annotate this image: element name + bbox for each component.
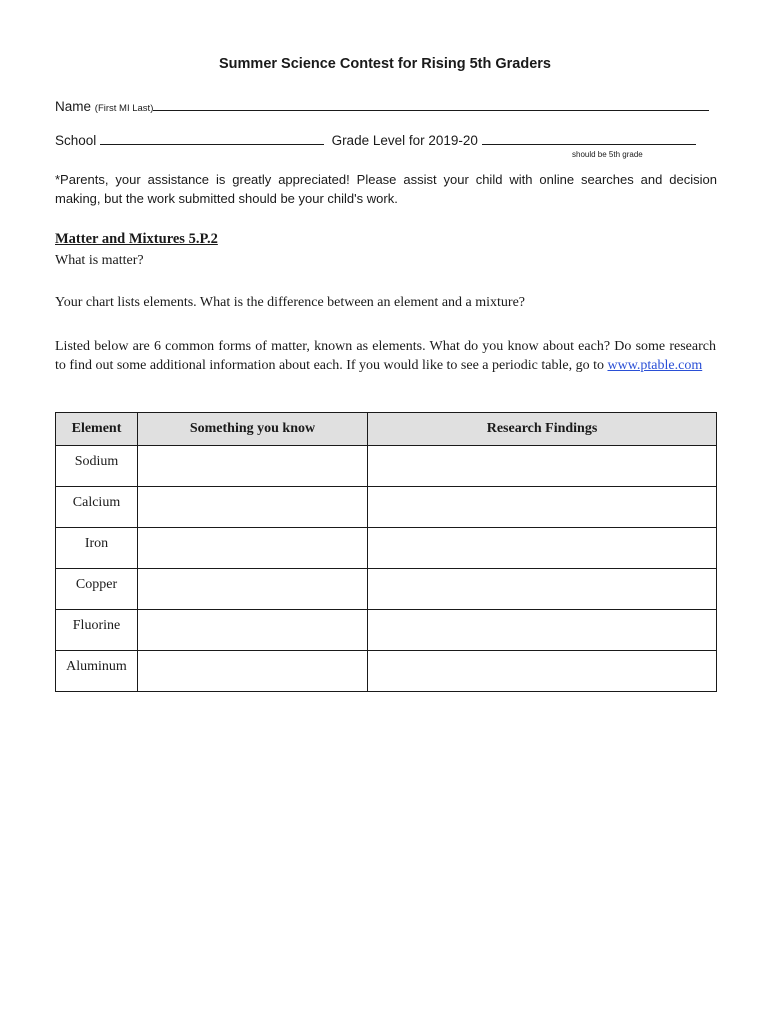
- table-row: [56, 651, 717, 692]
- something-you-know-cell[interactable]: [138, 569, 368, 610]
- intro-text: Listed below are 6 common forms of matter, known as elements. What do you know about each? Do some research to find out some additional information about each. If you would like to see a periodic table, go to: [55, 339, 716, 373]
- table-header-row: [56, 413, 717, 446]
- question-element-vs-mixture: Your chart lists elements. What is the difference between an element and a mixture?: [55, 295, 526, 310]
- element-cell: Copper: [56, 569, 138, 610]
- school-input-line[interactable]: [100, 132, 324, 145]
- research-findings-cell[interactable]: [368, 528, 717, 569]
- something-you-know-cell[interactable]: [138, 610, 368, 651]
- element-cell: Fluorine: [56, 610, 138, 651]
- column-header-element: Element: [56, 413, 138, 446]
- element-cell: Sodium: [56, 446, 138, 487]
- element-cell: Iron: [56, 528, 138, 569]
- name-field-row: [55, 98, 709, 114]
- table-row: [56, 487, 717, 528]
- something-you-know-cell[interactable]: [138, 487, 368, 528]
- intro-paragraph: [55, 337, 716, 375]
- school-label: School: [55, 133, 97, 148]
- name-input-line[interactable]: [153, 98, 709, 111]
- research-findings-cell[interactable]: [368, 487, 717, 528]
- research-findings-cell[interactable]: [368, 569, 717, 610]
- page-title: Summer Science Contest for Rising 5th Graders: [219, 56, 551, 72]
- table-row: [56, 446, 717, 487]
- something-you-know-cell[interactable]: [138, 651, 368, 692]
- ptable-link[interactable]: www.ptable.com: [607, 358, 703, 373]
- table-row: [56, 569, 717, 610]
- name-label: Name: [55, 99, 92, 114]
- grade-level-hint: should be 5th grade: [572, 150, 643, 159]
- research-findings-cell[interactable]: [368, 651, 717, 692]
- element-cell: Aluminum: [56, 651, 138, 692]
- element-cell: Calcium: [56, 487, 138, 528]
- grade-level-input-line[interactable]: [482, 132, 696, 145]
- school-field-row: [55, 132, 696, 148]
- question-matter: What is matter?: [55, 253, 144, 268]
- name-hint: (First MI Last): [94, 103, 154, 114]
- table-row: [56, 610, 717, 651]
- research-findings-cell[interactable]: [368, 446, 717, 487]
- something-you-know-cell[interactable]: [138, 446, 368, 487]
- section-heading: Matter and Mixtures 5.P.2: [55, 231, 218, 247]
- something-you-know-cell[interactable]: [138, 528, 368, 569]
- column-header-something-you-know: Something you know: [138, 413, 368, 446]
- parents-note: *Parents, your assistance is greatly appreciated! Please assist your child with online searches and decision making, but the work submitted should be your child's work.: [55, 172, 717, 206]
- research-findings-cell[interactable]: [368, 610, 717, 651]
- elements-table: [55, 412, 717, 692]
- table-row: [56, 528, 717, 569]
- grade-level-label: Grade Level for 2019-20: [331, 133, 478, 148]
- column-header-research-findings: Research Findings: [368, 413, 717, 446]
